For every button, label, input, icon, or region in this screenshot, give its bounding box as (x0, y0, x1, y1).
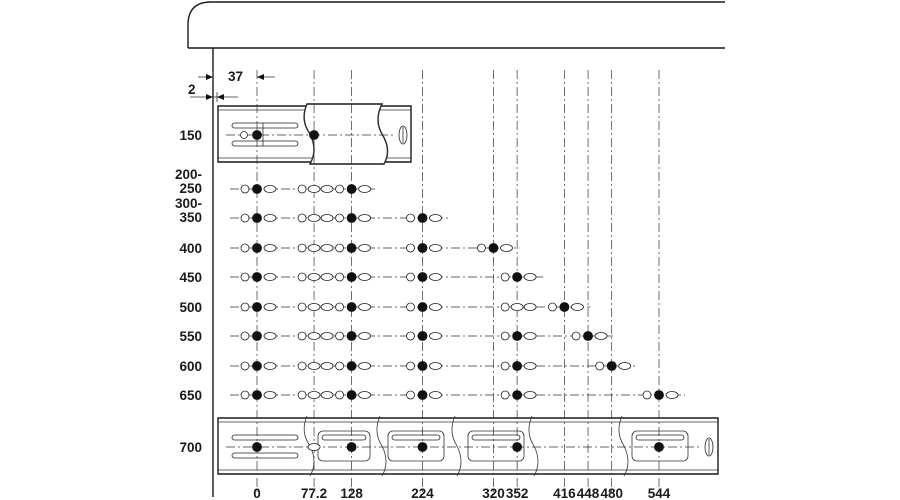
mounting-hole (560, 303, 569, 312)
mounting-hole (253, 443, 262, 452)
open-hole (308, 245, 320, 252)
mounting-hole (253, 362, 262, 371)
mounting-hole (347, 362, 356, 371)
row-label: 400 (179, 241, 202, 256)
dimension-37-label: 37 (228, 69, 244, 84)
x-axis-labels (253, 486, 671, 500)
mounting-hole (253, 131, 262, 140)
x-axis-label: 320 (482, 486, 505, 500)
mounting-hole (347, 185, 356, 194)
open-hole (308, 215, 320, 222)
dimension-37 (198, 69, 275, 84)
hole-row (179, 241, 519, 256)
mounting-hole (347, 244, 356, 253)
mounting-hole (513, 362, 522, 371)
x-axis-label: 224 (411, 486, 434, 500)
row-label: 150 (179, 128, 202, 143)
mounting-hole (253, 244, 262, 253)
mounting-hole (418, 244, 427, 253)
hole-row (175, 167, 378, 196)
mounting-hole (347, 391, 356, 400)
mounting-hole (418, 443, 427, 452)
row-label: 600 (179, 359, 202, 374)
row-label: 700 (179, 440, 202, 455)
hole-row (179, 359, 637, 374)
open-hole (308, 392, 320, 399)
open-hole (308, 363, 320, 370)
x-axis-label: 77.2 (300, 486, 328, 500)
mounting-hole (513, 273, 522, 282)
mounting-hole (418, 273, 427, 282)
mounting-hole (513, 391, 522, 400)
mounting-hole (418, 214, 427, 223)
mounting-hole (584, 332, 593, 341)
mounting-hole (310, 131, 319, 140)
open-hole (308, 274, 320, 281)
open-hole (511, 304, 523, 311)
mounting-hole (253, 185, 262, 194)
x-axis-label: 448 (576, 486, 600, 500)
row-label: 300-350 (174, 196, 202, 225)
mounting-hole (418, 303, 427, 312)
mounting-hole (655, 391, 664, 400)
mounting-hole (347, 273, 356, 282)
open-hole (308, 186, 320, 193)
mounting-hole (513, 332, 522, 341)
x-axis-label: 480 (600, 486, 623, 500)
mounting-hole (253, 273, 262, 282)
mounting-hole (418, 391, 427, 400)
mounting-hole (418, 362, 427, 371)
x-axis-label: 544 (647, 486, 671, 500)
mounting-hole (418, 332, 427, 341)
x-axis-label: 416 (553, 486, 576, 500)
row-label: 550 (179, 329, 202, 344)
open-hole (308, 444, 320, 451)
x-axis-label: 128 (340, 486, 363, 500)
mounting-hole (347, 332, 356, 341)
row-label: 450 (179, 270, 202, 285)
open-hole (308, 333, 320, 340)
hole-row (179, 300, 590, 315)
mounting-hole (347, 303, 356, 312)
dimension-2-label: 2 (188, 82, 196, 97)
hole-rows (175, 128, 700, 455)
mounting-hole (655, 443, 664, 452)
open-hole (308, 304, 320, 311)
hole-row (175, 196, 449, 225)
hole-row (179, 270, 543, 285)
row-label: 500 (179, 300, 202, 315)
mounting-hole (253, 332, 262, 341)
row-label: 200-250 (174, 167, 202, 196)
row-label: 650 (179, 388, 202, 403)
mounting-hole (253, 391, 262, 400)
mounting-hole (253, 214, 262, 223)
hole-row (179, 388, 685, 403)
mounting-hole (489, 244, 498, 253)
runner-700 (218, 416, 718, 476)
cabinet-top-outline (188, 2, 725, 48)
mounting-hole (347, 443, 356, 452)
hole-row (179, 329, 614, 344)
mounting-hole (607, 362, 616, 371)
mounting-hole (513, 443, 522, 452)
x-axis-label: 0 (253, 486, 261, 500)
mounting-hole (253, 303, 262, 312)
mounting-hole (347, 214, 356, 223)
x-axis-label: 352 (505, 486, 529, 500)
